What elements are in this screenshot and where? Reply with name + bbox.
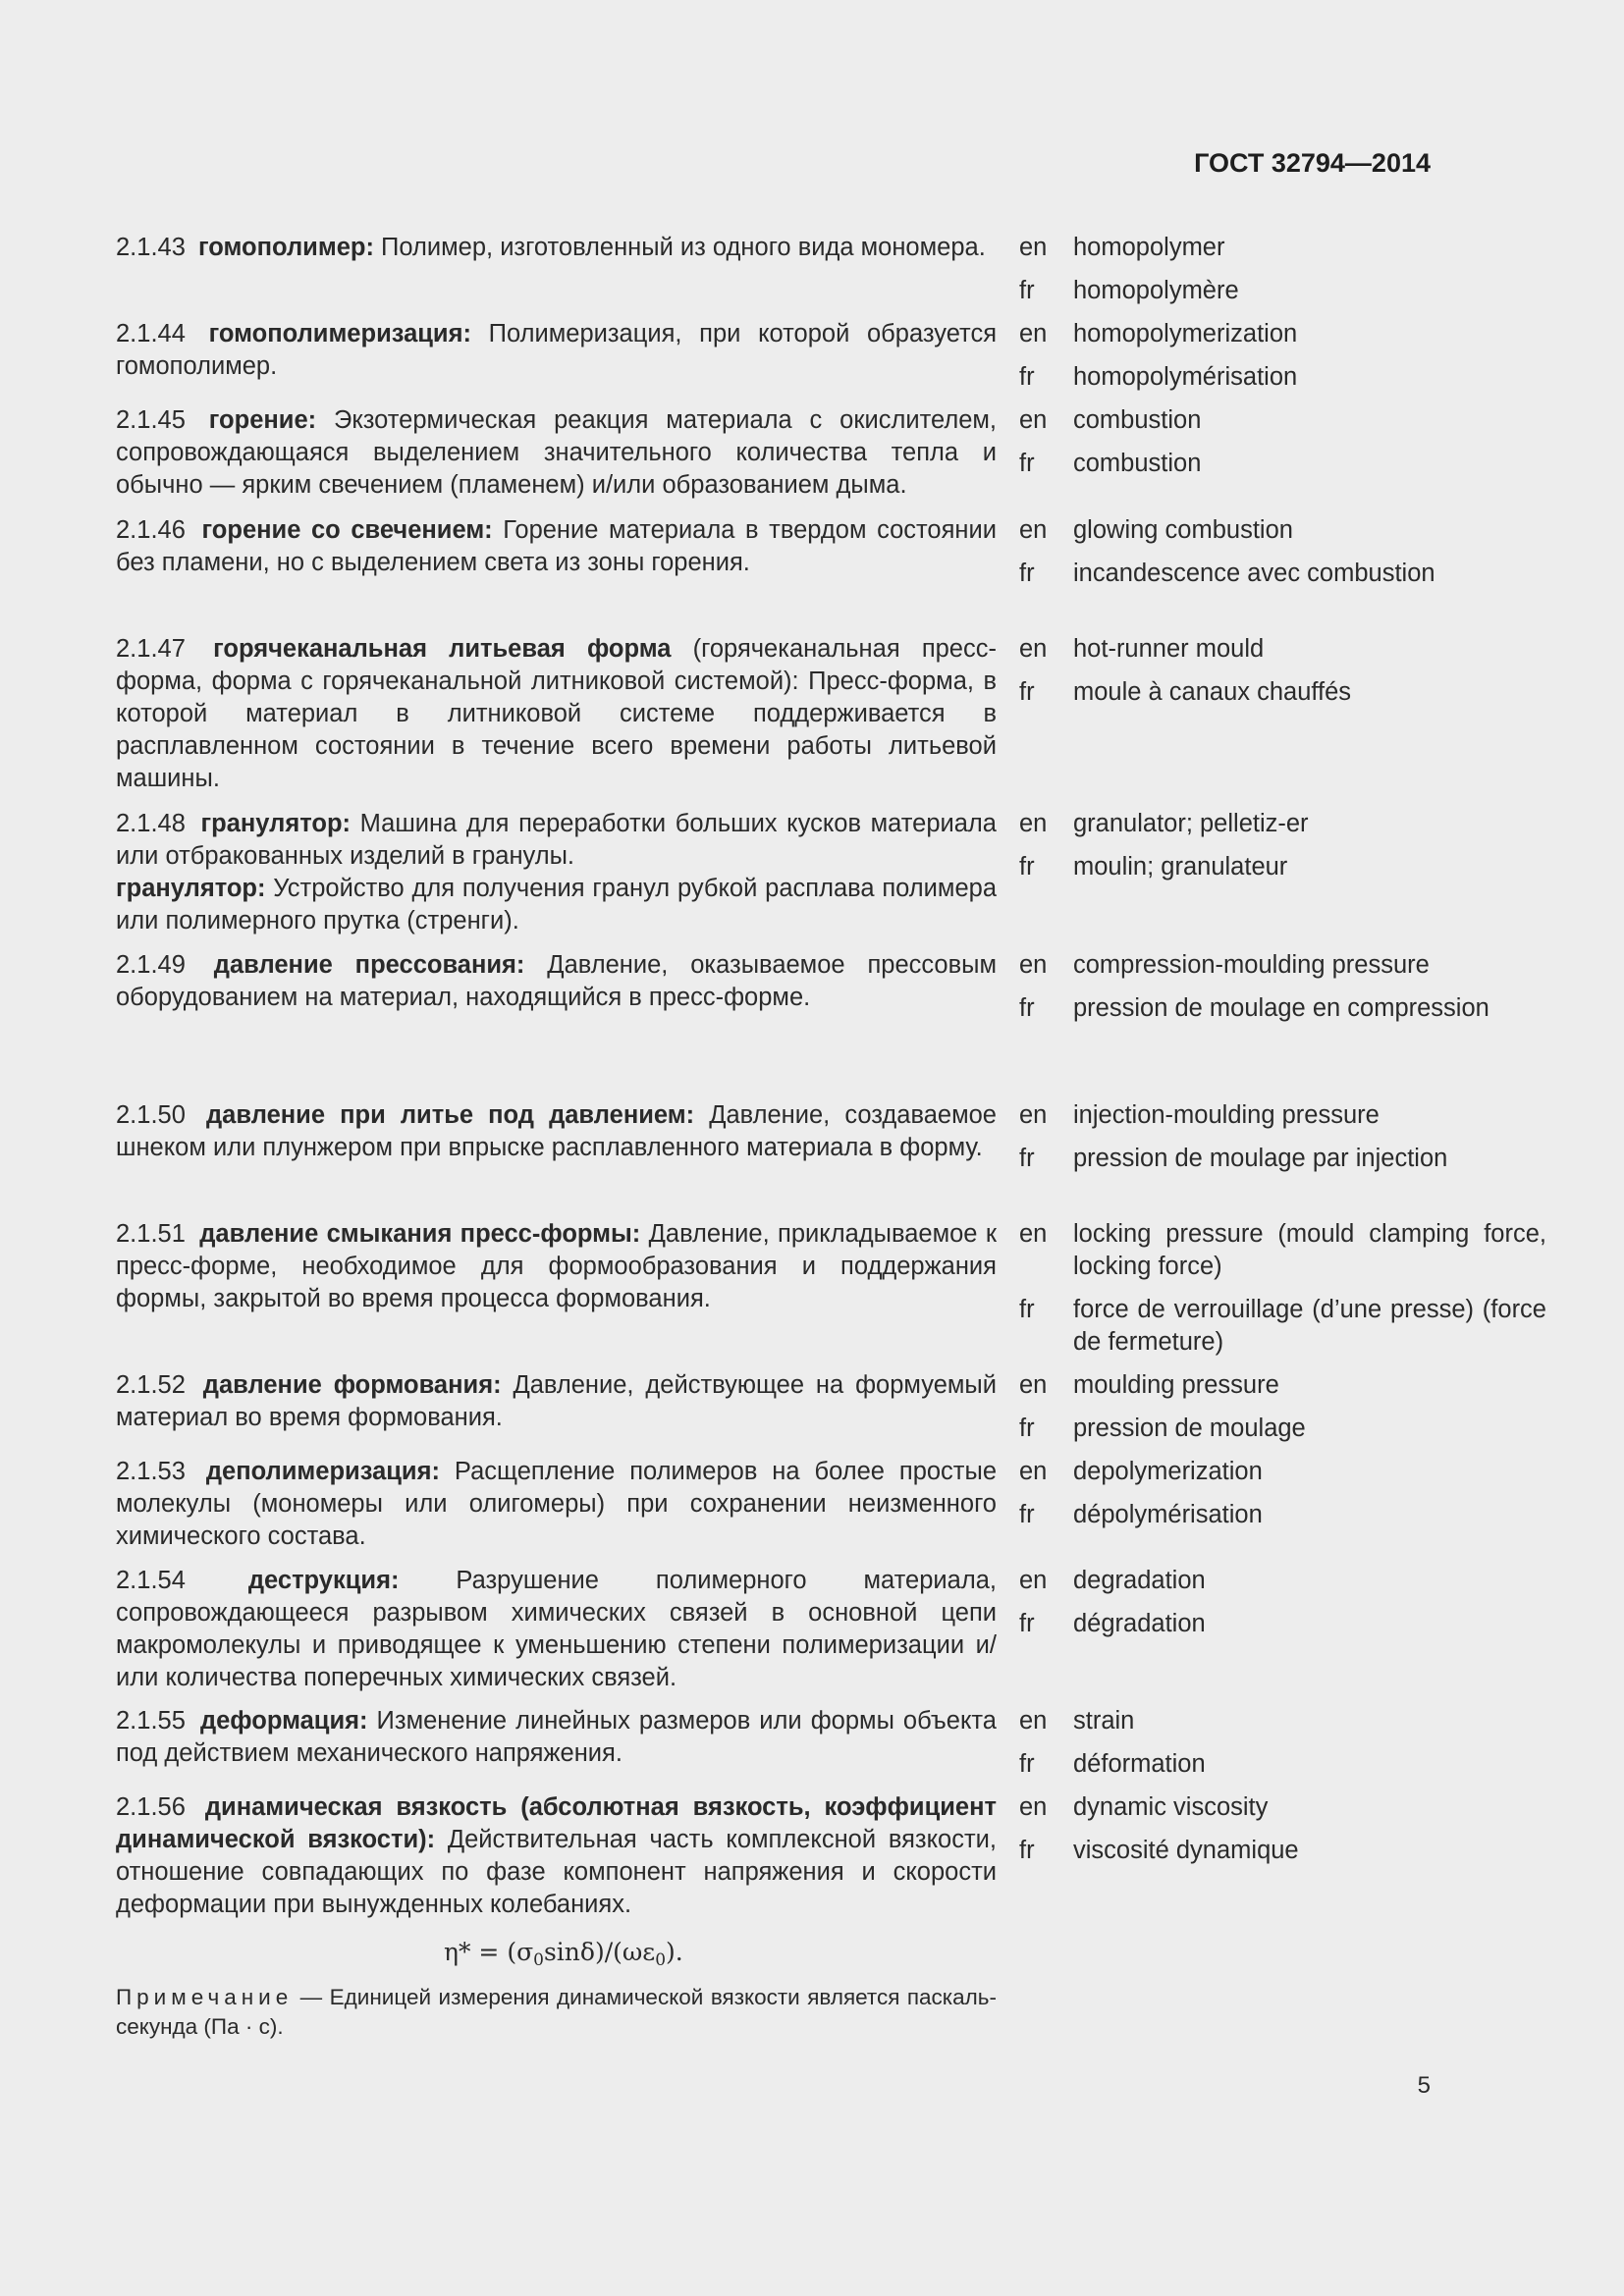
translation-fr-text: combustion: [1073, 450, 1202, 477]
translation-fr-text: viscosité dynamique: [1073, 1837, 1299, 1864]
entry-translations: [1019, 949, 1546, 1036]
translation-en: [1019, 1456, 1546, 1488]
entry-term: деполимеризация:: [205, 1458, 440, 1485]
translation-fr-text: pression de moulage par injection: [1073, 1145, 1448, 1172]
lang-code-fr: fr: [1019, 853, 1035, 881]
lang-code-en: en: [1019, 1793, 1048, 1821]
translation-en-text: injection-moulding pressure: [1073, 1101, 1380, 1129]
translation-en-text: locking pressure (mould clamping force, locking force): [1073, 1220, 1546, 1280]
entry-number: 2.1.53: [116, 1458, 186, 1485]
entry-definition: [116, 1705, 997, 1770]
translation-fr-text: incandescence avec combustion: [1073, 560, 1435, 587]
entry-number: 2.1.56: [116, 1793, 186, 1821]
formula-end: ).: [666, 1938, 683, 1966]
lang-code-fr: fr: [1019, 560, 1035, 587]
translation-fr-text: force de verrouillage (d’une presse) (force de fermeture): [1073, 1296, 1546, 1356]
translation-fr: [1019, 558, 1546, 590]
entry-translations: [1019, 404, 1546, 491]
entry-text: Давление, действующее на формуемый материал во время формования.: [116, 1371, 997, 1431]
entry-term: деструкция:: [247, 1567, 400, 1594]
translation-fr-text: homopolymérisation: [1073, 363, 1298, 391]
entry-number: 2.1.49: [116, 951, 186, 979]
translation-fr: [1019, 1499, 1546, 1531]
translation-fr-text: homopolymère: [1073, 277, 1239, 304]
translation-fr-text: moulin; granulateur: [1073, 853, 1288, 881]
entry-text-alt: Устройство для получения гранул рубкой расплава полимера или полимерного прутка (стренги).: [116, 875, 997, 934]
entry-translations: [1019, 1565, 1546, 1651]
entry-text: Действительная часть комплексной вязкости, отношение совпадающих по фазе компонент напряжения и скорости деформации при вынужденных колебаниях.: [116, 1826, 997, 1918]
translation-en-text: granulator; pelletiz-er: [1073, 810, 1309, 837]
entry-definition: [116, 1565, 997, 1694]
entry-definition: [116, 633, 997, 795]
translation-en-text: glowing combustion: [1073, 516, 1293, 544]
translation-fr: [1019, 851, 1546, 883]
lang-code-en: en: [1019, 1707, 1048, 1735]
translation-fr: [1019, 1608, 1546, 1640]
entry-definition: [116, 1099, 997, 1164]
entry-translations: [1019, 1705, 1546, 1791]
translation-en: [1019, 404, 1546, 437]
translation-fr-text: dépolymérisation: [1073, 1501, 1263, 1528]
entry-term: гомополимеризация:: [208, 320, 471, 347]
translation-fr-text: pression de moulage: [1073, 1415, 1306, 1442]
lang-code-en: en: [1019, 320, 1048, 347]
entry-definition: [116, 318, 997, 383]
entry-term: давление смыкания пресс-формы:: [199, 1220, 641, 1248]
translation-en: [1019, 1565, 1546, 1597]
entry-translations: [1019, 1099, 1546, 1186]
note-text: Единицей измерения динамической вязкости является паскаль-секунда (Па · с).: [116, 1985, 997, 2039]
entry-number: 2.1.47: [116, 635, 186, 663]
lang-code-fr: fr: [1019, 678, 1035, 706]
lang-code-en: en: [1019, 1458, 1048, 1485]
translation-en: [1019, 1218, 1546, 1283]
lang-code-fr: fr: [1019, 277, 1035, 304]
entry-term: гранулятор:: [200, 810, 352, 837]
entry-translations: [1019, 514, 1546, 601]
translation-en: [1019, 232, 1546, 264]
entry-term: деформация:: [199, 1707, 368, 1735]
entry-definition: [116, 1456, 997, 1553]
entry-definition: [116, 514, 997, 579]
entry-translations: [1019, 1791, 1546, 1878]
lang-code-en: en: [1019, 635, 1048, 663]
lang-code-en: en: [1019, 810, 1048, 837]
lang-code-fr: fr: [1019, 1415, 1035, 1442]
entry-text: Давление, прикладываемое к пресс-форме, необходимое для формообразования и поддержания формы, закрытой во время процесса формования.: [116, 1220, 997, 1312]
lang-code-fr: fr: [1019, 1296, 1035, 1323]
translation-en: [1019, 318, 1546, 350]
lang-code-en: en: [1019, 1371, 1048, 1399]
entry-definition: [116, 808, 997, 937]
page-number: 5: [1417, 2072, 1431, 2099]
entry-text: Давление, создаваемое шнеком или плунжером при впрыске расплавленного материала в форму.: [116, 1101, 997, 1161]
entry-term: давление формования:: [202, 1371, 502, 1399]
lang-code-fr: fr: [1019, 1610, 1035, 1637]
lang-code-fr: fr: [1019, 450, 1035, 477]
entry-number: 2.1.43: [116, 234, 186, 261]
translation-en: [1019, 949, 1546, 982]
entry-text: Расщепление полимеров на более простые молекулы (мономеры или олигомеры) при сохранении неизменного химического состава.: [116, 1458, 997, 1550]
translation-en: [1019, 633, 1546, 666]
entry-definition: [116, 1791, 997, 1921]
entry-number: 2.1.46: [116, 516, 186, 544]
translation-en-text: dynamic viscosity: [1073, 1793, 1269, 1821]
translation-fr: [1019, 361, 1546, 394]
entry-text: Изменение линейных размеров или формы объекта под действием механического напряжения.: [116, 1707, 997, 1767]
translation-en-text: moulding pressure: [1073, 1371, 1279, 1399]
entry-translations: [1019, 1369, 1546, 1456]
translation-fr-text: pression de moulage en compression: [1073, 994, 1489, 1022]
translation-fr: [1019, 1143, 1546, 1175]
translation-en: [1019, 514, 1546, 547]
entry-number: 2.1.55: [116, 1707, 186, 1735]
translation-fr-text: moule à canaux chauffés: [1073, 678, 1352, 706]
translation-fr: [1019, 1294, 1546, 1359]
entry-definition: [116, 232, 997, 264]
translation-en: [1019, 1791, 1546, 1824]
formula-sub-epsilon: 0: [655, 1950, 667, 1970]
translation-fr: [1019, 1835, 1546, 1867]
entry-term: горение:: [208, 406, 317, 434]
lang-code-en: en: [1019, 1220, 1048, 1248]
entry-term: горение со свечением:: [201, 516, 493, 544]
note: [116, 1983, 997, 2042]
note-label: Примечание: [116, 1985, 294, 2009]
viscosity-formula: [444, 1936, 683, 1968]
entry-translations: [1019, 1456, 1546, 1542]
translation-en-text: hot-runner mould: [1073, 635, 1265, 663]
translation-fr: [1019, 992, 1546, 1025]
translation-en-text: depolymerization: [1073, 1458, 1263, 1485]
translation-fr-text: dégradation: [1073, 1610, 1206, 1637]
translation-fr: [1019, 676, 1546, 709]
entry-text: Машина для переработки больших кусков материала или отбракованных изделий в гранулы.: [116, 810, 997, 870]
entry-text: Горение материала в твердом состоянии без пламени, но с выделением света из зоны горения.: [116, 516, 997, 576]
lang-code-en: en: [1019, 1101, 1048, 1129]
entry-number: 2.1.54: [116, 1567, 186, 1594]
entry-translations: [1019, 808, 1546, 894]
lang-code-fr: fr: [1019, 1837, 1035, 1864]
translation-en-text: homopolymerization: [1073, 320, 1298, 347]
entry-number: 2.1.51: [116, 1220, 186, 1248]
translation-en-text: compression-moulding pressure: [1073, 951, 1430, 979]
entry-translations: [1019, 232, 1546, 318]
entry-text: Разрушение полимерного материала, сопровождающееся разрывом химических связей в основной цепи макромолекулы и приводящее к уменьшению степени полимеризации и/или количества поперечных химических связей.: [116, 1567, 997, 1691]
entry-text: Экзотермическая реакция материала с окислителем, сопровождающаяся выделением значительного количества тепла и обычно — ярким свечением (пламенем) и/или образованием дыма.: [116, 406, 997, 499]
entry-number: 2.1.50: [116, 1101, 186, 1129]
formula-mid: sinδ)/(ωε: [543, 1938, 656, 1966]
translation-fr-text: déformation: [1073, 1750, 1206, 1778]
entry-number: 2.1.45: [116, 406, 186, 434]
entry-term-alt: гранулятор:: [116, 875, 266, 902]
entry-term: гомополимер:: [198, 234, 374, 261]
lang-code-en: en: [1019, 1567, 1048, 1594]
translation-fr: [1019, 1748, 1546, 1781]
lang-code-en: en: [1019, 234, 1048, 261]
lang-code-fr: fr: [1019, 1501, 1035, 1528]
translation-en-text: strain: [1073, 1707, 1135, 1735]
lang-code-fr: fr: [1019, 363, 1035, 391]
entry-translations: [1019, 318, 1546, 404]
entry-term: давление при литье под давлением:: [206, 1101, 695, 1129]
entry-translations: [1019, 1218, 1546, 1369]
entry-definition: [116, 949, 997, 1014]
note-dash: —: [293, 1985, 330, 2009]
lang-code-fr: fr: [1019, 1145, 1035, 1172]
lang-code-fr: fr: [1019, 1750, 1035, 1778]
translation-en-text: degradation: [1073, 1567, 1206, 1594]
translation-en: [1019, 1369, 1546, 1402]
entry-text: (горячеканальная пресс-форма, форма с горячеканальной литниковой системой): Пресс-форма, в которой материал в литниковой системе поддерживается в расплавленном состоянии в течение всего времени работы литьевой машины.: [116, 635, 997, 792]
entry-text: Полимеризация, при которой образуется гомополимер.: [116, 320, 998, 380]
entry-term: давление прессования:: [213, 951, 525, 979]
lang-code-fr: fr: [1019, 994, 1035, 1022]
formula-sub-sigma: 0: [533, 1950, 544, 1970]
entry-number: 2.1.44: [116, 320, 186, 347]
formula-lhs: η* = (σ: [444, 1938, 534, 1966]
lang-code-en: en: [1019, 951, 1048, 979]
entry-text: Давление, оказываемое прессовым оборудованием на материал, находящийся в пресс-форме.: [116, 951, 997, 1011]
translation-fr: [1019, 275, 1546, 307]
translation-fr: [1019, 1413, 1546, 1445]
entry-definition: [116, 1369, 997, 1434]
standard-number: ГОСТ 32794—2014: [1194, 148, 1431, 178]
translation-en: [1019, 1705, 1546, 1737]
entry-number: 2.1.48: [116, 810, 186, 837]
lang-code-en: en: [1019, 516, 1048, 544]
entry-term: динамическая вязкость (абсолютная вязкость, коэффициент динамической вязкости):: [116, 1793, 997, 1853]
translation-en-text: combustion: [1073, 406, 1202, 434]
entry-number: 2.1.52: [116, 1371, 186, 1399]
translation-en-text: homopolymer: [1073, 234, 1225, 261]
entry-term: горячеканальная литьевая форма: [213, 635, 672, 663]
translation-en: [1019, 1099, 1546, 1132]
translation-fr: [1019, 448, 1546, 480]
entry-definition: [116, 1218, 997, 1315]
translation-en: [1019, 808, 1546, 840]
entry-text: Полимер, изготовленный из одного вида мономера.: [373, 234, 986, 261]
lang-code-en: en: [1019, 406, 1048, 434]
entry-definition: [116, 404, 997, 502]
entry-translations: [1019, 633, 1546, 720]
